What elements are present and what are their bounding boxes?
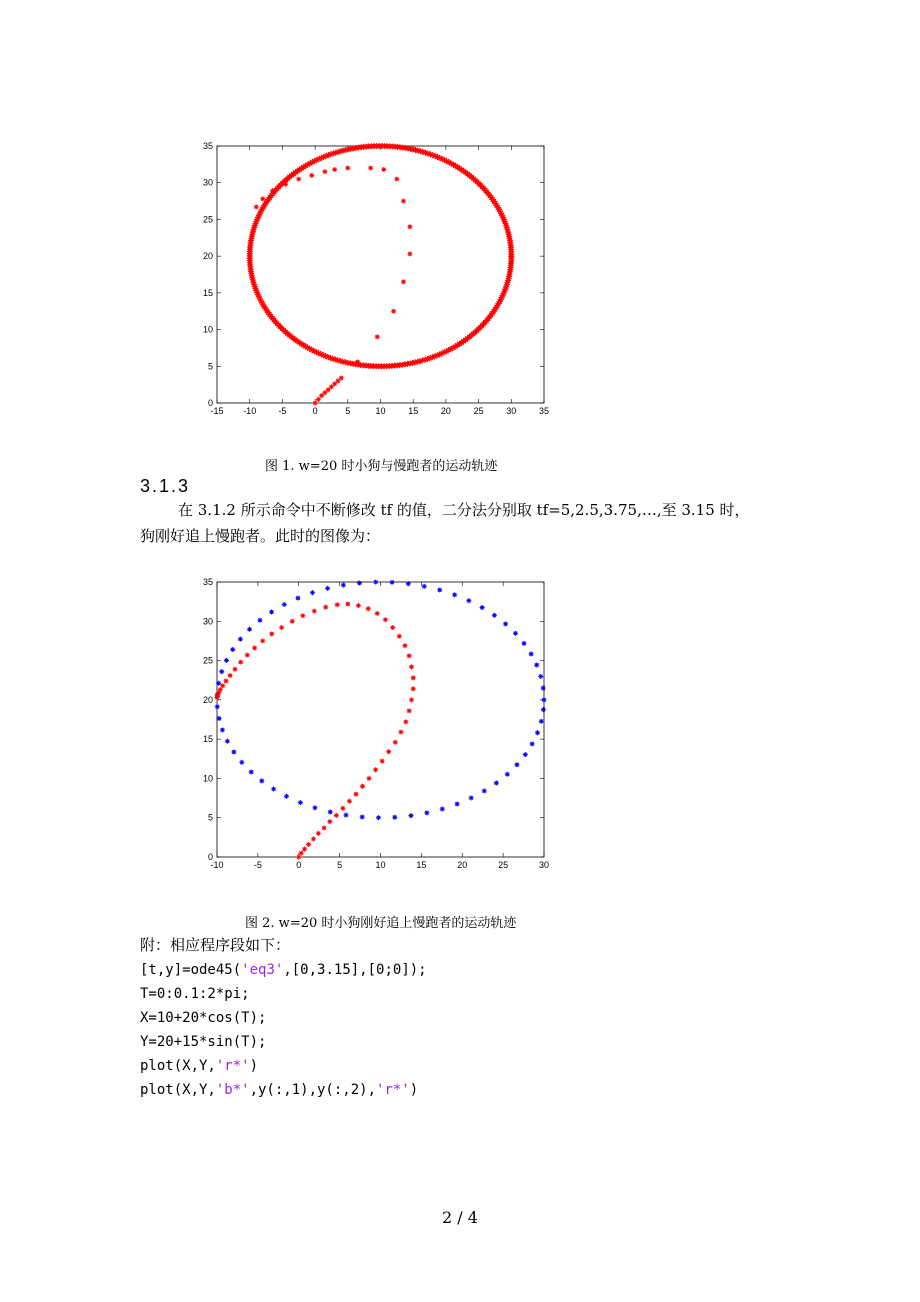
data-point [407,251,412,256]
x-tick-label: 10 [375,860,386,870]
x-tick-label: 15 [408,406,419,416]
y-tick-label: 25 [202,214,213,225]
figure-2-chart [190,574,560,874]
data-point [373,580,378,585]
data-point [541,686,546,691]
x-tick-label: -15 [210,406,224,416]
code-line: Y=20+15*sin(T); [140,1034,267,1050]
y-tick-label: 30 [202,616,213,627]
x-tick-label: -5 [278,406,287,416]
y-tick-label: 15 [202,734,213,745]
x-tick-label: 20 [457,860,468,870]
x-tick-label: 15 [416,860,427,870]
x-tick-label: 25 [473,406,484,416]
appendix-label: 附：相应程序段如下： [140,936,291,954]
x-tick-label: 30 [538,860,550,870]
x-tick-label: 10 [375,406,386,416]
section-number: 3.1.3 [140,476,191,496]
x-tick-label: -10 [210,860,224,870]
data-point [469,795,474,800]
data-point [466,598,471,603]
y-tick-label: 20 [202,251,213,262]
x-tick-label: 5 [345,406,351,416]
page-number: 2 / 4 [442,1208,478,1227]
figure-2-caption: 图 2. w=20 时小狗刚好追上慢跑者的运动轨迹 [245,916,517,931]
data-point [325,586,330,591]
y-tick-label: 25 [202,655,213,666]
code-line: plot(X,Y,'r*') [140,1058,259,1074]
y-tick-label: 35 [202,141,213,151]
x-tick-label: 35 [538,406,550,416]
section-paragraph-line-2: 狗刚好追上慢跑者。此时的图像为： [140,527,381,545]
data-point [357,580,362,585]
data-point [296,855,301,860]
x-tick-label: 25 [498,860,509,870]
x-tick-label: 5 [337,860,343,870]
data-point [228,673,233,678]
x-tick-label: 20 [440,406,451,416]
figure-1-caption: 图 1. w=20 时小狗与慢跑者的运动轨迹 [265,459,498,474]
y-tick-label: 20 [202,694,213,705]
code-line: [t,y]=ode45('eq3',[0,3.15],[0;0]); [140,962,427,978]
y-tick-label: 0 [207,398,213,408]
code-line: T=0:0.1:2*pi; [140,986,250,1002]
section-paragraph-line-1: 在 3.1.2 所示命令中不断修改 tf 的值，二分法分别取 tf=5,2.5,3.75,…,至 3.15 时， [178,501,750,519]
x-tick-label: -10 [243,406,257,416]
y-tick-label: 5 [207,361,213,372]
data-point [220,727,225,732]
y-tick-label: 15 [202,287,213,298]
y-tick-label: 10 [202,773,213,784]
y-tick-label: 35 [202,577,213,587]
code-line: X=10+20*cos(T); [140,1010,267,1026]
y-tick-label: 30 [202,177,213,188]
code-block [140,958,427,1102]
data-point [215,695,220,700]
data-point [539,719,544,724]
x-tick-label: 0 [312,406,318,416]
y-tick-label: 10 [202,324,213,335]
plot-frame [217,582,544,857]
data-point [270,188,275,193]
x-tick-label: -5 [253,860,262,870]
y-tick-label: 0 [207,852,213,862]
y-tick-label: 5 [207,812,213,823]
data-point [269,609,274,614]
figure-1-chart [190,138,560,423]
x-tick-label: 30 [506,406,517,416]
data-point [254,204,259,209]
code-line: plot(X,Y,'b*',y(:,1),y(:,2),'r*') [140,1082,419,1098]
x-tick-label: 0 [296,860,302,870]
